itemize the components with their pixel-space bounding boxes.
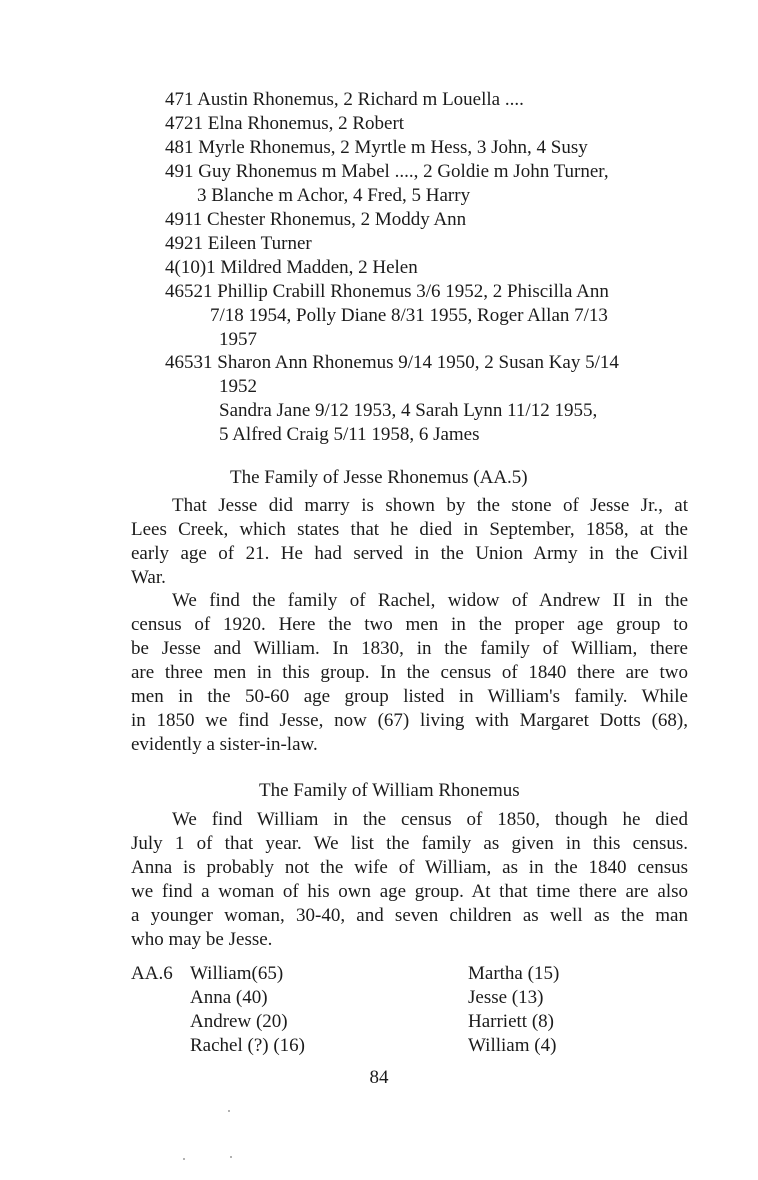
- section-heading-william: The Family of William Rhonemus: [259, 780, 520, 801]
- entry-481: 481 Myrle Rhonemus, 2 Myrtle m Hess, 3 John, 4 Susy: [165, 137, 588, 158]
- paragraph-line: are three men in this group. In the census of 1840 there are two: [131, 662, 688, 683]
- paragraph-line: evidently a sister-in-law.: [131, 734, 318, 755]
- paragraph-line: War.: [131, 567, 166, 588]
- entry-491-cont: 3 Blanche m Achor, 4 Fred, 5 Harry: [197, 185, 471, 206]
- family-member: Anna (40): [190, 987, 268, 1008]
- paragraph-line: in 1850 we find Jesse, now (67) living with Margaret Dotts (68),: [131, 710, 688, 731]
- paragraph-line: That Jesse did marry is shown by the stone of Jesse Jr., at: [172, 495, 688, 516]
- family-member: Harriett (8): [468, 1011, 554, 1032]
- entry-46521-cont2: 1957: [219, 329, 257, 350]
- family-member: Martha (15): [468, 963, 560, 984]
- family-member: Andrew (20): [190, 1011, 288, 1032]
- scan-speck: [228, 1110, 230, 1112]
- paragraph-line: be Jesse and William. In 1830, in the family of William, there: [131, 638, 688, 659]
- paragraph-line: census of 1920. Here the two men in the proper age group to: [131, 614, 688, 635]
- entry-46531-cont3: 5 Alfred Craig 5/11 1958, 6 James: [219, 424, 480, 445]
- paragraph-line: Anna is probably not the wife of William, as in the 1840 census: [131, 857, 688, 878]
- family-member: William (4): [468, 1035, 557, 1056]
- entry-4721: 4721 Elna Rhonemus, 2 Robert: [165, 113, 405, 134]
- paragraph-line: men in the 50-60 age group listed in William's family. While: [131, 686, 688, 707]
- entry-491: 491 Guy Rhonemus m Mabel ...., 2 Goldie m John Turner,: [165, 161, 609, 182]
- entry-46521: 46521 Phillip Crabill Rhonemus 3/6 1952, 2 Phiscilla Ann: [165, 281, 609, 302]
- family-member: Jesse (13): [468, 987, 544, 1008]
- entry-4911: 4911 Chester Rhonemus, 2 Moddy Ann: [165, 209, 467, 230]
- paragraph-line: early age of 21. He had served in the Union Army in the Civil: [131, 543, 688, 564]
- entry-46531-cont: 1952: [219, 376, 257, 397]
- family-member: Rachel (?) (16): [190, 1035, 305, 1056]
- entry-4921: 4921 Eileen Turner: [165, 233, 312, 254]
- paragraph-line: we find a woman of his own age group. At that time there are also: [131, 881, 688, 902]
- entry-46521-cont: 7/18 1954, Polly Diane 8/31 1955, Roger Allan 7/13: [210, 305, 608, 326]
- paragraph-line: We find the family of Rachel, widow of Andrew II in the: [172, 590, 688, 611]
- scan-speck: [183, 1158, 185, 1160]
- family-member: William(65): [190, 963, 284, 984]
- family-code: AA.6: [131, 963, 173, 984]
- section-heading-jesse: The Family of Jesse Rhonemus (AA.5): [230, 467, 528, 488]
- paragraph-line: We find William in the census of 1850, though he died: [172, 809, 688, 830]
- scan-speck: [230, 1156, 232, 1158]
- paragraph-line: July 1 of that year. We list the family as given in this census.: [131, 833, 688, 854]
- entry-4-10-1: 4(10)1 Mildred Madden, 2 Helen: [165, 257, 418, 278]
- page-number: 84: [369, 1067, 389, 1088]
- paragraph-line: a younger woman, 30-40, and seven children as well as the man: [131, 905, 688, 926]
- paragraph-line: Lees Creek, which states that he died in September, 1858, at the: [131, 519, 688, 540]
- entry-46531: 46531 Sharon Ann Rhonemus 9/14 1950, 2 Susan Kay 5/14: [165, 352, 619, 373]
- paragraph-line: who may be Jesse.: [131, 929, 273, 950]
- entry-46531-cont2: Sandra Jane 9/12 1953, 4 Sarah Lynn 11/12 1955,: [219, 400, 598, 421]
- entry-471: 471 Austin Rhonemus, 2 Richard m Louella ....: [165, 89, 524, 110]
